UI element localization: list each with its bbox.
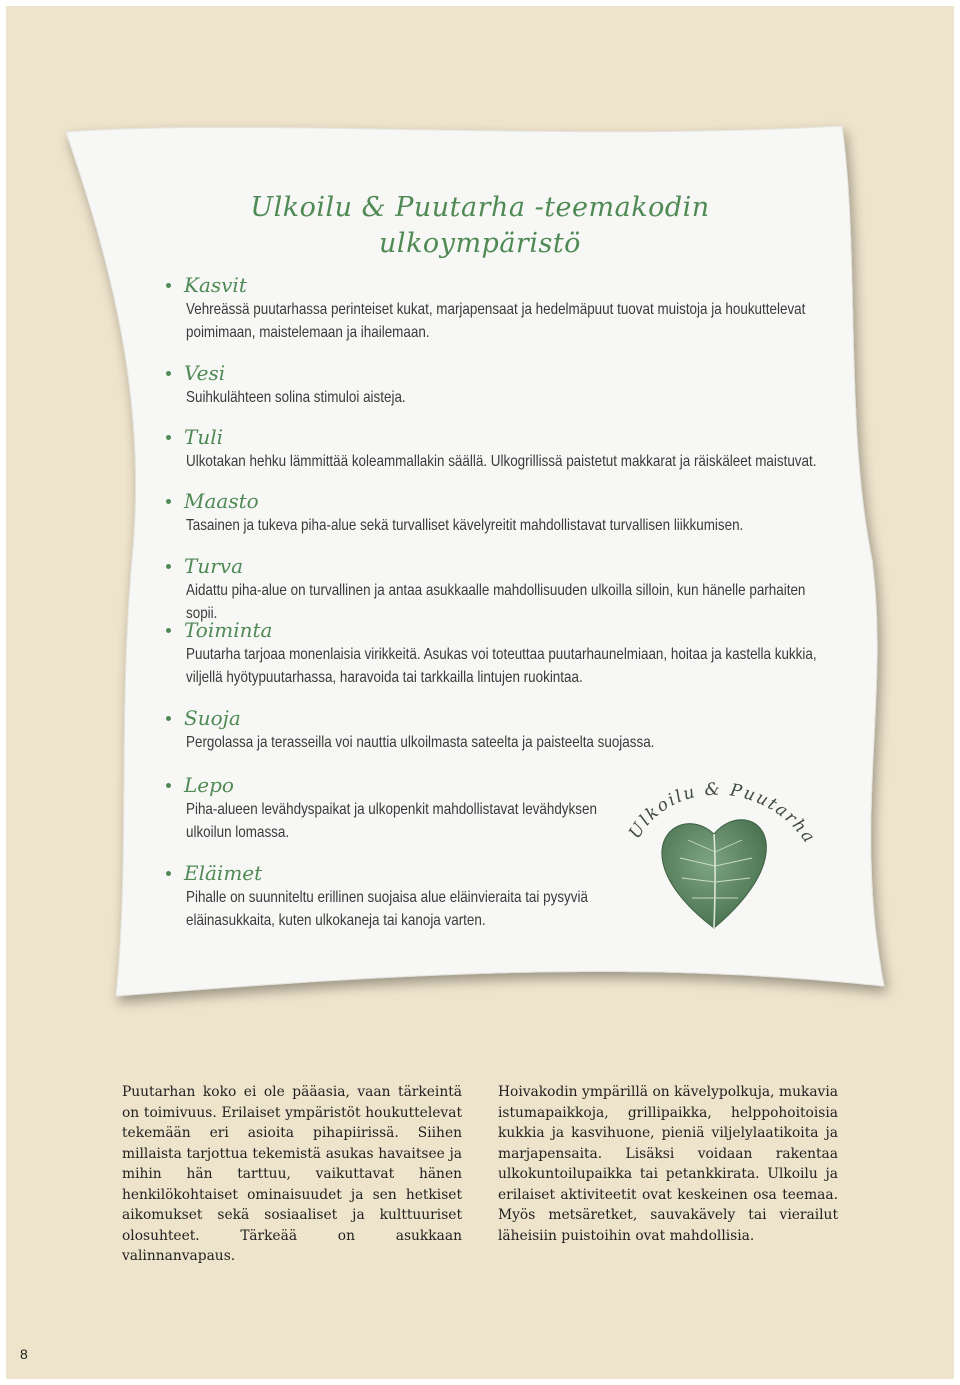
bullet-icon — [166, 716, 171, 721]
item-text: Ulkotakan hehku lämmittää koleammallakin säällä. Ulkogrillissä paistetut makkarat ja räiskäleet maistuvat. — [186, 453, 817, 470]
item-text: Vehreässä puutarhassa perinteiset kukat, marjapensaat ja hedelmäpuut tuovat muistoja ja houkuttelevat poimimaan, maistelemaan ja ihailemaan. — [186, 301, 806, 341]
bullet-icon — [166, 564, 171, 569]
item-text: Pihalle on suunniteltu erillinen suojaisa alue eläinvieraita tai pysyviä eläinasukkaita, kuten ulkokaneja tai kanoja varten. — [186, 889, 588, 929]
bullet-icon — [166, 628, 171, 633]
bullet-icon — [166, 499, 171, 504]
item-text: Piha-alueen levähdyspaikat ja ulkopenkit mahdollistavat levähdyksen ulkoilun lomassa. — [186, 801, 597, 841]
list-item-vesi — [166, 360, 826, 409]
item-heading: Toiminta — [184, 618, 273, 642]
list-item-tuli — [166, 424, 826, 473]
bullet-icon — [166, 283, 171, 288]
logo-text: Ulkoilu & Puutarha — [625, 779, 820, 848]
list-item-kasvit — [166, 272, 826, 344]
bullet-icon — [166, 871, 171, 876]
title-line-2: ulkoympäristö — [379, 228, 581, 259]
item-heading: Vesi — [184, 361, 226, 385]
item-heading: Tuli — [184, 425, 224, 449]
bullet-icon — [166, 435, 171, 440]
list-item-maasto — [166, 488, 826, 537]
item-heading: Kasvit — [184, 273, 247, 297]
item-heading: Turva — [184, 554, 244, 578]
list-item-toiminta — [166, 617, 826, 689]
item-heading: Maasto — [184, 489, 259, 513]
item-heading: Lepo — [184, 773, 234, 797]
item-text: Pergolassa ja terasseilla voi nauttia ulkoilmasta sateelta ja paisteelta suojassa. — [186, 734, 655, 751]
body-column-left: Puutarhan koko ei ole pääasia, vaan tärkeintä on toimivuus. Erilaiset ympäristöt houkuttelevat tekemään eri asioita pihapiirissä. Siihen millaista tarjottua tekemistä asukas havaitsee ja mihin hän tarttuu, vaikuttavat hänen henkilökohtaiset ominaisuudet ja sen hetkiset aikomukset sekä sosiaaliset ja kulttuuriset olosuhteet. Tärkeää on asukkaan valinnanvapaus. — [122, 1084, 462, 1264]
list-item-turva — [166, 553, 826, 625]
ulkoilu-puutarha-logo — [620, 770, 830, 940]
bullet-icon — [166, 371, 171, 376]
bullet-icon — [166, 783, 171, 788]
page-number: 8 — [20, 1346, 28, 1362]
body-column-right: Hoivakodin ympärillä on kävelypolkuja, mukavia istumapaikkoja, grillipaikka, helppohoitoisia kukkia ja kasvihuone, pieniä viljelylaatikoita ja marjapensaita. Lisäksi voidaan rakentaa ulkokuntoilupaikka tai petankkirata. Ulkoilu ja erilaiset aktiviteetit ovat keskeinen osa teemaa. Myös metsäretket, sauvakävely tai vierailut läheisiin puistoihin ovat mahdollisia. — [498, 1084, 838, 1244]
item-text: Suihkulähteen solina stimuloi aisteja. — [186, 389, 406, 406]
list-item-suoja — [166, 705, 826, 754]
item-text: Puutarha tarjoaa monenlaisia virikkeitä. Asukas voi toteuttaa puutarhaunelmiaan, hoitaa ja kastella kukkia, viljellä hyötypuutarhassa, haravoida tai tarkkailla lintujen ruokintaa. — [186, 646, 817, 686]
item-heading: Eläimet — [184, 861, 263, 885]
title-line-1: Ulkoilu & Puutarha -teemakodin — [250, 192, 710, 223]
item-text: Tasainen ja tukeva piha-alue sekä turvalliset kävelyreitit mahdollistavat turvallisen liikkumisen. — [186, 517, 744, 534]
item-text: Aidattu piha-alue on turvallinen ja antaa asukkaalle mahdollisuuden ulkoilla silloin, kun hänelle parhaiten sopii. — [186, 582, 806, 622]
leaf-icon — [620, 770, 830, 940]
item-heading: Suoja — [184, 706, 241, 730]
